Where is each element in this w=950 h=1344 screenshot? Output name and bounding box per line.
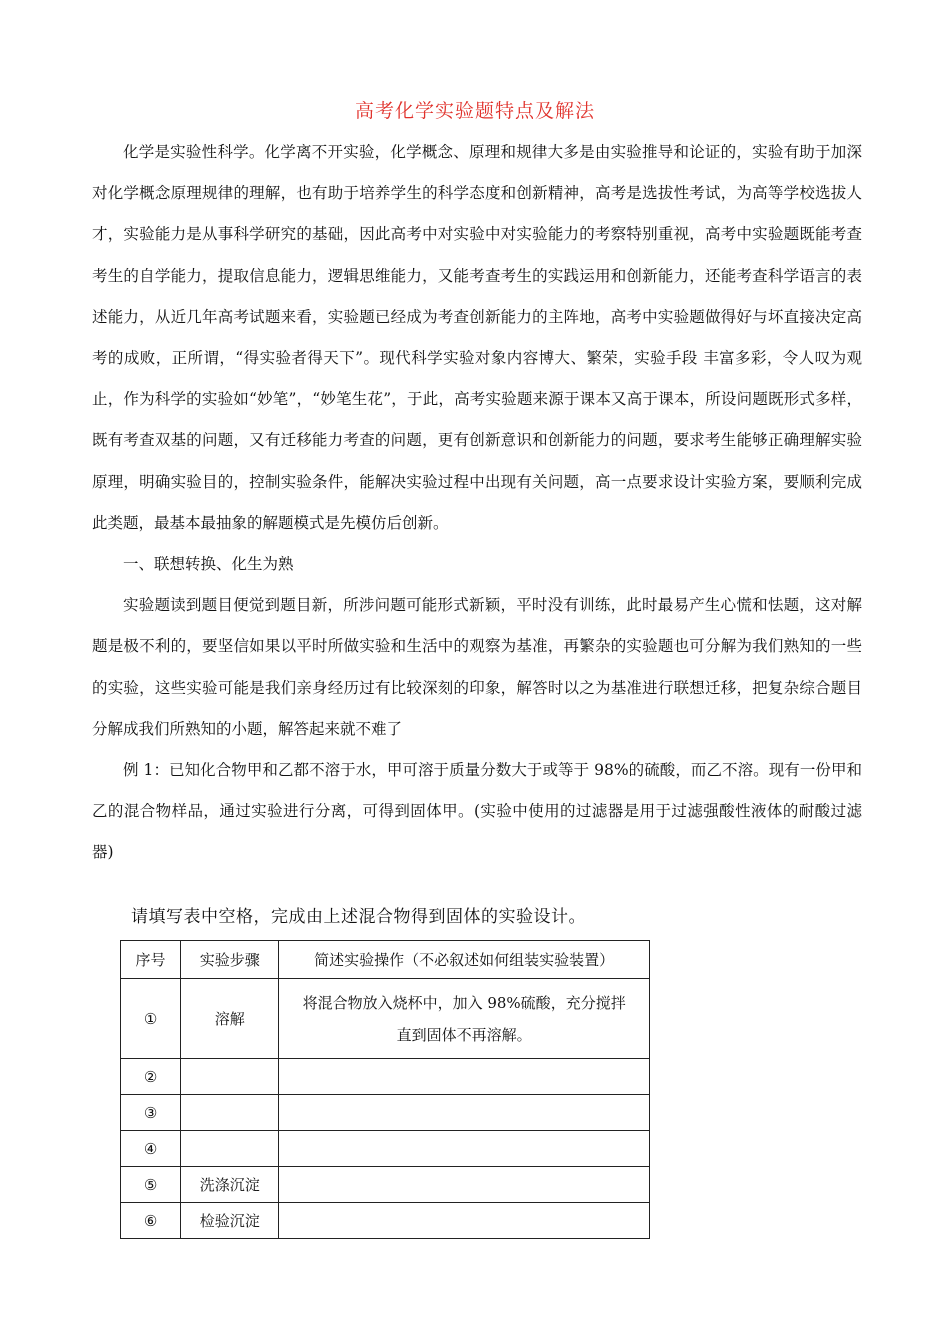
table-instruction: 请填写表中空格，完成由上述混合物得到固体的实验设计。 — [131, 907, 586, 927]
row-step — [181, 1059, 279, 1095]
row-step: 溶解 — [181, 979, 279, 1059]
section-paragraph: 实验题读到题目便觉到题目新，所涉问题可能形式新颖，平时没有训练，此时最易产生心慌和怯题，这对解题是极不利的，要坚信如果以平时所做实验和生活中的观察为基准，再繁杂的实验题也可分解为我们熟知的一些的实验，这些实验可能是我们亲身经历过有比较深刻的印象，解答时以之为基准进行联想迁移，把复杂综合题目分解成我们所熟知的小题，解答起来就不难了 — [92, 596, 862, 738]
example-paragraph: 例 1：已知化合物甲和乙都不溶于水，甲可溶于质量分数大于或等于 98%的硫酸，而乙不溶。现有一份甲和乙的混合物样品，通过实验进行分离，可得到固体甲。(实验中使用的过滤器是用于过滤强酸性液体的耐酸过滤器) — [92, 761, 862, 862]
table-row — [121, 1167, 650, 1203]
row-num: ① — [121, 979, 181, 1059]
row-step: 洗涤沉淀 — [181, 1167, 279, 1203]
row-step — [181, 1131, 279, 1167]
table-row — [121, 1095, 650, 1131]
row-num: ④ — [121, 1131, 181, 1167]
header-op: 简述实验操作（不必叙述如何组装实验装置） — [279, 941, 650, 979]
row-op — [279, 979, 650, 1059]
experiment-table — [120, 940, 650, 1239]
header-step: 实验步骤 — [181, 941, 279, 979]
row-op — [279, 1131, 650, 1167]
document-body — [92, 132, 862, 874]
table-row — [121, 1131, 650, 1167]
row-num: ⑥ — [121, 1203, 181, 1239]
row-op — [279, 1059, 650, 1095]
row-num: ③ — [121, 1095, 181, 1131]
table-row — [121, 1203, 650, 1239]
table-row — [121, 979, 650, 1059]
document-title: 高考化学实验题特点及解法 — [354, 100, 595, 122]
header-num: 序号 — [121, 941, 181, 979]
row-op — [279, 1095, 650, 1131]
row-op — [279, 1203, 650, 1239]
intro-paragraph: 化学是实验性科学。化学离不开实验，化学概念、原理和规律大多是由实验推导和论证的，实验有助于加深对化学概念原理规律的理解，也有助于培养学生的科学态度和创新精神，高考是选拔性考试，为高等学校选拔人才，实验能力是从事科学研究的基础，因此高考中对实验中对实验能力的考察特别重视，高考中实验题既能考查考生的自学能力，提取信息能力，逻辑思维能力，又能考查考生的实践运用和创新能力，还能考查科学语言的表述能力，从近几年高考试题来看，实验题已经成为考查创新能力的主阵地，高考中实验题做得好与坏直接决定高考的成败，正所谓，“得实验者得天下”。现代科学实验对象内容博大、繁荣，实验手段 丰富多彩，令人叹为观止，作为科学的实验如“妙笔”，“妙笔生花”，于此，高考实验题来源于课本又高于课本，所设问题既形式多样，既有考查双基的问题，又有迁移能力考查的问题，更有创新意识和创新能力的问题，要求考生能够正确理解实验原理，明确实验目的，控制实验条件，能解决实验过程中出现有关问题，高一点要求设计实验方案，要顺利完成此类题，最基本最抽象的解题模式是先模仿后创新。 — [92, 143, 862, 532]
row-num: ② — [121, 1059, 181, 1095]
row-step — [181, 1095, 279, 1131]
row-step: 检验沉淀 — [181, 1203, 279, 1239]
table-row — [121, 1059, 650, 1095]
row-op-line: 将混合物放入烧杯中，加入 98%硫酸，充分搅拌 — [302, 993, 626, 1012]
row-num: ⑤ — [121, 1167, 181, 1203]
row-op-line: 直到固体不再溶解。 — [396, 1025, 532, 1044]
table-header-row — [121, 941, 650, 979]
row-op — [279, 1167, 650, 1203]
section-heading: 一、联想转换、化生为熟 — [123, 555, 294, 574]
